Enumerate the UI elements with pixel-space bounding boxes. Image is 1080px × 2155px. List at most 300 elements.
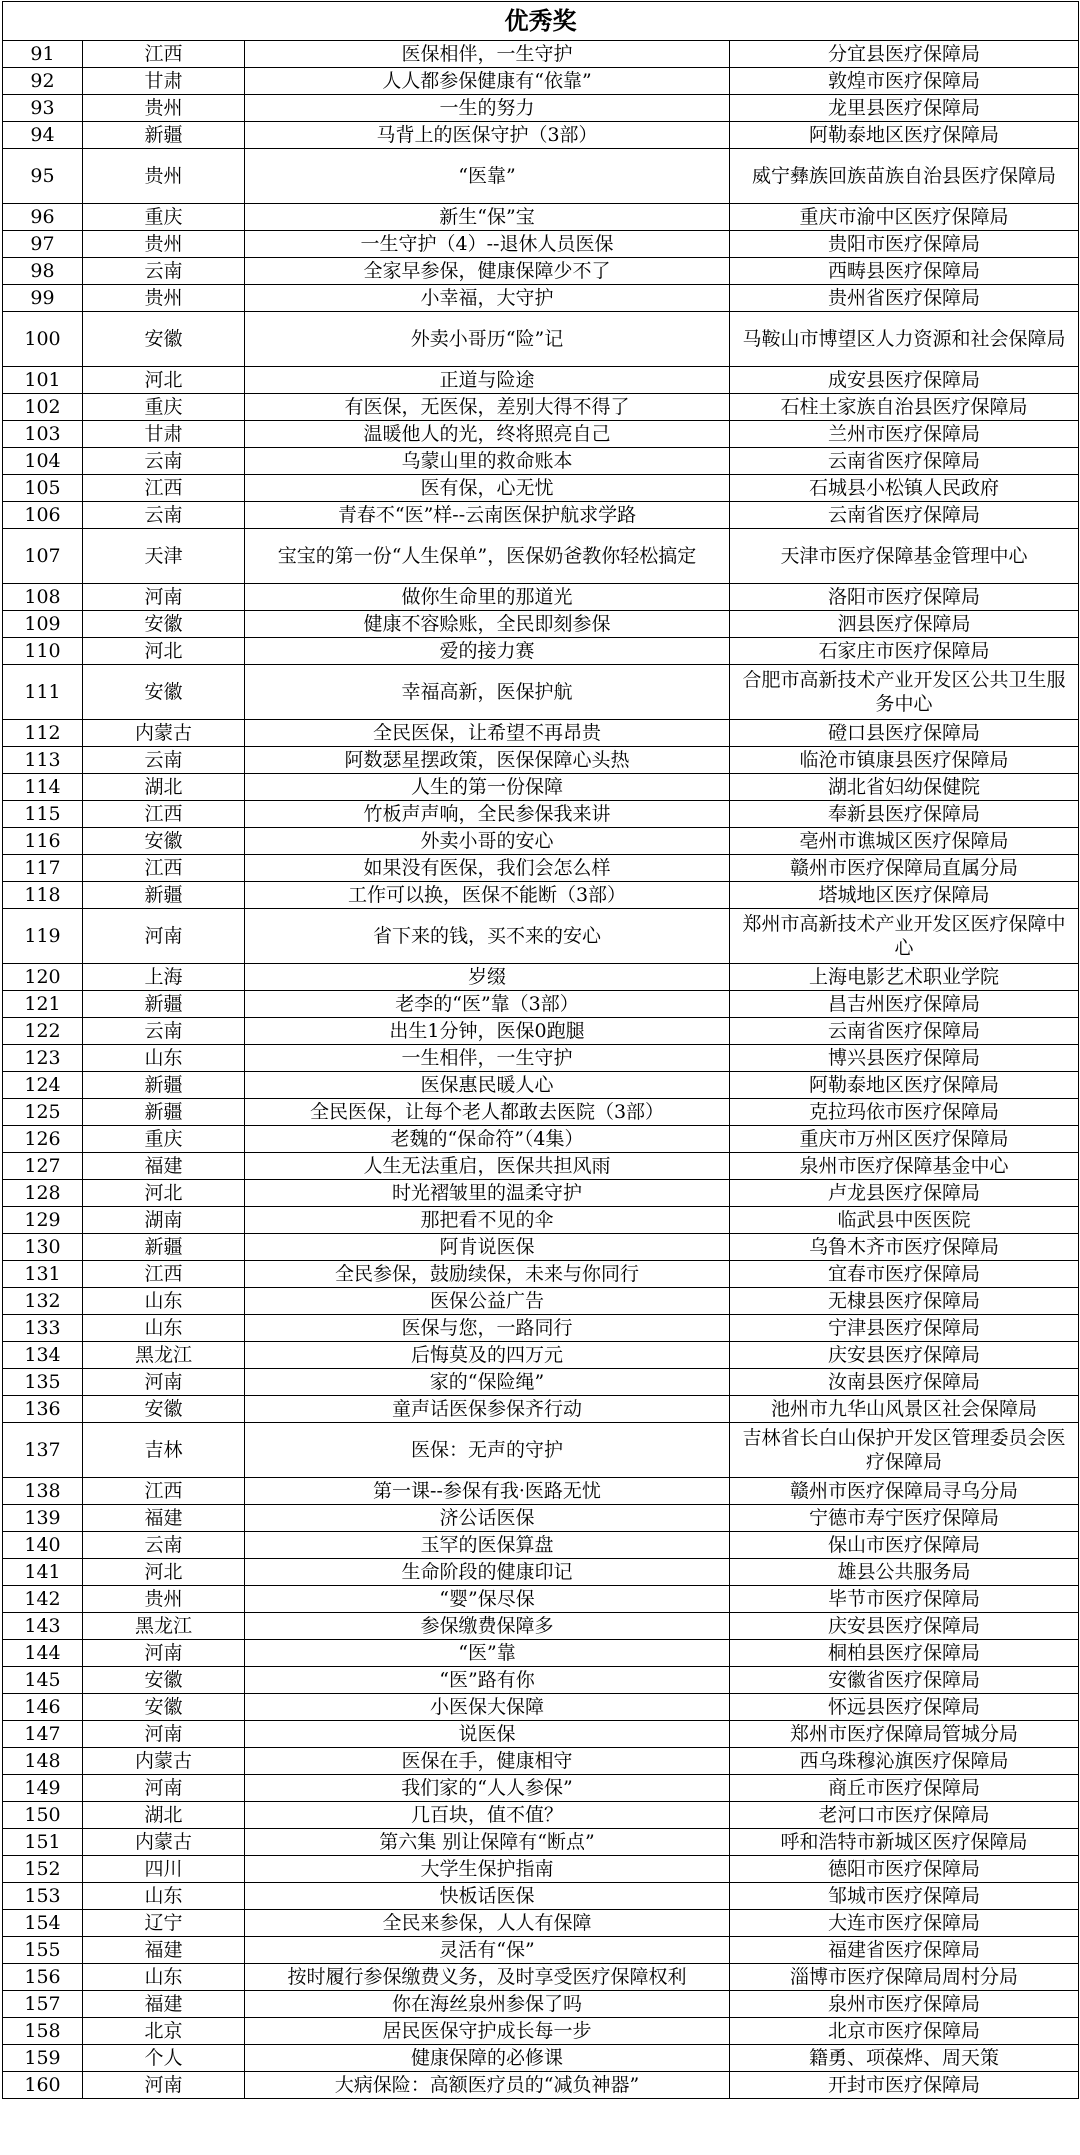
organization-cell: 克拉玛依市医疗保障局 xyxy=(730,1099,1079,1126)
province-cell: 贵州 xyxy=(83,285,245,312)
table-row xyxy=(3,1396,1079,1423)
table-row xyxy=(3,1910,1079,1937)
row-number-cell: 143 xyxy=(3,1613,83,1640)
organization-cell: 西乌珠穆沁旗医疗保障局 xyxy=(730,1748,1079,1775)
province-cell: 湖北 xyxy=(83,774,245,801)
row-number-cell: 131 xyxy=(3,1261,83,1288)
work-title-cell: 童声话医保参保齐行动 xyxy=(245,1396,730,1423)
row-number-cell: 129 xyxy=(3,1207,83,1234)
province-cell: 新疆 xyxy=(83,1234,245,1261)
organization-cell: 怀远县医疗保障局 xyxy=(730,1694,1079,1721)
table-row xyxy=(3,204,1079,231)
organization-cell: 临武县中医医院 xyxy=(730,1207,1079,1234)
row-number-cell: 99 xyxy=(3,285,83,312)
organization-cell: 兰州市医疗保障局 xyxy=(730,421,1079,448)
province-cell: 内蒙古 xyxy=(83,720,245,747)
province-cell: 黑龙江 xyxy=(83,1613,245,1640)
work-title-cell: 马背上的医保守护（3部） xyxy=(245,122,730,149)
organization-cell: 安徽省医疗保障局 xyxy=(730,1667,1079,1694)
organization-cell: 博兴县医疗保障局 xyxy=(730,1045,1079,1072)
work-title-cell: 青春不“医”样--云南医保护航求学路 xyxy=(245,502,730,529)
province-cell: 北京 xyxy=(83,2018,245,2045)
province-cell: 云南 xyxy=(83,1018,245,1045)
table-row xyxy=(3,774,1079,801)
table-row xyxy=(3,1613,1079,1640)
organization-cell: 贵阳市医疗保障局 xyxy=(730,231,1079,258)
organization-cell: 临沧市镇康县医疗保障局 xyxy=(730,747,1079,774)
organization-cell: 郑州市医疗保障局管城分局 xyxy=(730,1721,1079,1748)
organization-cell: 乌鲁木齐市医疗保障局 xyxy=(730,1234,1079,1261)
province-cell: 内蒙古 xyxy=(83,1748,245,1775)
row-number-cell: 159 xyxy=(3,2045,83,2072)
organization-cell: 西畴县医疗保障局 xyxy=(730,258,1079,285)
row-number-cell: 141 xyxy=(3,1559,83,1586)
organization-cell: 郑州市高新技术产业开发区医疗保障中心 xyxy=(730,909,1079,964)
table-row xyxy=(3,1072,1079,1099)
row-number-cell: 153 xyxy=(3,1883,83,1910)
province-cell: 重庆 xyxy=(83,1126,245,1153)
work-title-cell: 外卖小哥历“险”记 xyxy=(245,312,730,367)
work-title-cell: 正道与险途 xyxy=(245,367,730,394)
row-number-cell: 124 xyxy=(3,1072,83,1099)
work-title-cell: 温暖他人的光，终将照亮自己 xyxy=(245,421,730,448)
province-cell: 新疆 xyxy=(83,991,245,1018)
work-title-cell: 说医保 xyxy=(245,1721,730,1748)
table-row xyxy=(3,1478,1079,1505)
province-cell: 河北 xyxy=(83,1559,245,1586)
row-number-cell: 130 xyxy=(3,1234,83,1261)
table-row xyxy=(3,122,1079,149)
award-table xyxy=(2,1,1079,2099)
table-row xyxy=(3,1856,1079,1883)
organization-cell: 阿勒泰地区医疗保障局 xyxy=(730,122,1079,149)
work-title-cell: 老魏的“保命符”（4集） xyxy=(245,1126,730,1153)
row-number-cell: 105 xyxy=(3,475,83,502)
table-row xyxy=(3,1180,1079,1207)
province-cell: 山东 xyxy=(83,1045,245,1072)
table-row xyxy=(3,1261,1079,1288)
row-number-cell: 155 xyxy=(3,1937,83,1964)
organization-cell: 亳州市谯城区医疗保障局 xyxy=(730,828,1079,855)
province-cell: 江西 xyxy=(83,801,245,828)
province-cell: 河南 xyxy=(83,909,245,964)
row-number-cell: 146 xyxy=(3,1694,83,1721)
organization-cell: 庆安县医疗保障局 xyxy=(730,1342,1079,1369)
row-number-cell: 154 xyxy=(3,1910,83,1937)
organization-cell: 赣州市医疗保障局寻乌分局 xyxy=(730,1478,1079,1505)
province-cell: 福建 xyxy=(83,1153,245,1180)
organization-cell: 石城县小松镇人民政府 xyxy=(730,475,1079,502)
work-title-cell: 工作可以换，医保不能断（3部） xyxy=(245,882,730,909)
table-row xyxy=(3,1748,1079,1775)
row-number-cell: 101 xyxy=(3,367,83,394)
row-number-cell: 123 xyxy=(3,1045,83,1072)
province-cell: 山东 xyxy=(83,1964,245,1991)
table-row xyxy=(3,1505,1079,1532)
table-row xyxy=(3,665,1079,720)
work-title-cell: “医”靠 xyxy=(245,1640,730,1667)
province-cell: 四川 xyxy=(83,1856,245,1883)
work-title-cell: 做你生命里的那道光 xyxy=(245,584,730,611)
row-number-cell: 126 xyxy=(3,1126,83,1153)
organization-cell: 商丘市医疗保障局 xyxy=(730,1775,1079,1802)
organization-cell: 雄县公共服务局 xyxy=(730,1559,1079,1586)
table-row xyxy=(3,1964,1079,1991)
province-cell: 河北 xyxy=(83,367,245,394)
row-number-cell: 127 xyxy=(3,1153,83,1180)
row-number-cell: 119 xyxy=(3,909,83,964)
province-cell: 福建 xyxy=(83,1991,245,2018)
table-row xyxy=(3,285,1079,312)
province-cell: 江西 xyxy=(83,1478,245,1505)
row-number-cell: 104 xyxy=(3,448,83,475)
row-number-cell: 145 xyxy=(3,1667,83,1694)
province-cell: 新疆 xyxy=(83,1072,245,1099)
organization-cell: 庆安县医疗保障局 xyxy=(730,1613,1079,1640)
organization-cell: 老河口市医疗保障局 xyxy=(730,1802,1079,1829)
table-row xyxy=(3,2045,1079,2072)
work-title-cell: 时光褶皱里的温柔守护 xyxy=(245,1180,730,1207)
table-row xyxy=(3,1802,1079,1829)
table-row xyxy=(3,529,1079,584)
work-title-cell: 生命阶段的健康印记 xyxy=(245,1559,730,1586)
work-title-cell: 大学生保护指南 xyxy=(245,1856,730,1883)
work-title-cell: 小幸福，大守护 xyxy=(245,285,730,312)
table-row xyxy=(3,964,1079,991)
work-title-cell: 宝宝的第一份“人生保单”，医保奶爸教你轻松搞定 xyxy=(245,529,730,584)
work-title-cell: 健康保障的必修课 xyxy=(245,2045,730,2072)
table-row xyxy=(3,1640,1079,1667)
work-title-cell: 第六集 别让保障有“断点” xyxy=(245,1829,730,1856)
row-number-cell: 98 xyxy=(3,258,83,285)
row-number-cell: 93 xyxy=(3,95,83,122)
row-number-cell: 91 xyxy=(3,41,83,68)
table-row xyxy=(3,1099,1079,1126)
row-number-cell: 151 xyxy=(3,1829,83,1856)
province-cell: 辽宁 xyxy=(83,1910,245,1937)
organization-cell: 塔城地区医疗保障局 xyxy=(730,882,1079,909)
organization-cell: 马鞍山市博望区人力资源和社会保障局 xyxy=(730,312,1079,367)
row-number-cell: 97 xyxy=(3,231,83,258)
organization-cell: 云南省医疗保障局 xyxy=(730,448,1079,475)
work-title-cell: 全民医保，让希望不再昂贵 xyxy=(245,720,730,747)
row-number-cell: 148 xyxy=(3,1748,83,1775)
table-row xyxy=(3,502,1079,529)
table-row xyxy=(3,312,1079,367)
table-row xyxy=(3,1288,1079,1315)
table-row xyxy=(3,421,1079,448)
work-title-cell: 爱的接力赛 xyxy=(245,638,730,665)
table-row xyxy=(3,68,1079,95)
work-title-cell: 幸福高新，医保护航 xyxy=(245,665,730,720)
province-cell: 河南 xyxy=(83,1721,245,1748)
table-row xyxy=(3,1315,1079,1342)
province-cell: 河北 xyxy=(83,638,245,665)
row-number-cell: 135 xyxy=(3,1369,83,1396)
table-row xyxy=(3,909,1079,964)
work-title-cell: 快板话医保 xyxy=(245,1883,730,1910)
organization-cell: 籍勇、项葆烨、周天策 xyxy=(730,2045,1079,2072)
table-row xyxy=(3,258,1079,285)
province-cell: 天津 xyxy=(83,529,245,584)
province-cell: 贵州 xyxy=(83,149,245,204)
work-title-cell: 医保在手，健康相守 xyxy=(245,1748,730,1775)
row-number-cell: 102 xyxy=(3,394,83,421)
organization-cell: 石柱土家族自治县医疗保障局 xyxy=(730,394,1079,421)
organization-cell: 贵州省医疗保障局 xyxy=(730,285,1079,312)
table-row xyxy=(3,41,1079,68)
table-row xyxy=(3,855,1079,882)
table-row xyxy=(3,1721,1079,1748)
table-row xyxy=(3,1018,1079,1045)
row-number-cell: 109 xyxy=(3,611,83,638)
organization-cell: 宜春市医疗保障局 xyxy=(730,1261,1079,1288)
organization-cell: 桐柏县医疗保障局 xyxy=(730,1640,1079,1667)
row-number-cell: 113 xyxy=(3,747,83,774)
table-row xyxy=(3,149,1079,204)
row-number-cell: 133 xyxy=(3,1315,83,1342)
row-number-cell: 138 xyxy=(3,1478,83,1505)
organization-cell: 淄博市医疗保障局周村分局 xyxy=(730,1964,1079,1991)
row-number-cell: 92 xyxy=(3,68,83,95)
work-title-cell: 灵活有“保” xyxy=(245,1937,730,1964)
table-row xyxy=(3,747,1079,774)
organization-cell: 毕节市医疗保障局 xyxy=(730,1586,1079,1613)
table-row xyxy=(3,1559,1079,1586)
table-row xyxy=(3,828,1079,855)
province-cell: 山东 xyxy=(83,1883,245,1910)
work-title-cell: 健康不容赊账，全民即刻参保 xyxy=(245,611,730,638)
province-cell: 个人 xyxy=(83,2045,245,2072)
organization-cell: 阿勒泰地区医疗保障局 xyxy=(730,1072,1079,1099)
row-number-cell: 118 xyxy=(3,882,83,909)
work-title-cell: 那把看不见的伞 xyxy=(245,1207,730,1234)
organization-cell: 保山市医疗保障局 xyxy=(730,1532,1079,1559)
organization-cell: 泗县医疗保障局 xyxy=(730,611,1079,638)
work-title-cell: 一生相伴，一生守护 xyxy=(245,1045,730,1072)
table-row xyxy=(3,2018,1079,2045)
work-title-cell: 一生的努力 xyxy=(245,95,730,122)
table-row xyxy=(3,1937,1079,1964)
work-title-cell: 全家早参保，健康保障少不了 xyxy=(245,258,730,285)
row-number-cell: 132 xyxy=(3,1288,83,1315)
table-row xyxy=(3,1694,1079,1721)
organization-cell: 上海电影艺术职业学院 xyxy=(730,964,1079,991)
organization-cell: 分宜县医疗保障局 xyxy=(730,41,1079,68)
province-cell: 福建 xyxy=(83,1505,245,1532)
organization-cell: 云南省医疗保障局 xyxy=(730,1018,1079,1045)
table-row xyxy=(3,1423,1079,1478)
organization-cell: 泉州市医疗保障局 xyxy=(730,1991,1079,2018)
organization-cell: 福建省医疗保障局 xyxy=(730,1937,1079,1964)
table-row xyxy=(3,1234,1079,1261)
province-cell: 贵州 xyxy=(83,95,245,122)
province-cell: 河南 xyxy=(83,2072,245,2099)
province-cell: 安徽 xyxy=(83,1667,245,1694)
work-title-cell: 医保公益广告 xyxy=(245,1288,730,1315)
row-number-cell: 115 xyxy=(3,801,83,828)
row-number-cell: 112 xyxy=(3,720,83,747)
province-cell: 安徽 xyxy=(83,312,245,367)
table-row xyxy=(3,720,1079,747)
work-title-cell: 外卖小哥的安心 xyxy=(245,828,730,855)
work-title-cell: 竹板声声响，全民参保我来讲 xyxy=(245,801,730,828)
table-title: 优秀奖 xyxy=(3,2,1079,41)
province-cell: 贵州 xyxy=(83,1586,245,1613)
work-title-cell: “婴”保尽保 xyxy=(245,1586,730,1613)
organization-cell: 泉州市医疗保障基金中心 xyxy=(730,1153,1079,1180)
province-cell: 内蒙古 xyxy=(83,1829,245,1856)
work-title-cell: 出生1分钟，医保0跑腿 xyxy=(245,1018,730,1045)
table-row xyxy=(3,2072,1079,2099)
row-number-cell: 117 xyxy=(3,855,83,882)
province-cell: 安徽 xyxy=(83,611,245,638)
province-cell: 山东 xyxy=(83,1288,245,1315)
organization-cell: 无棣县医疗保障局 xyxy=(730,1288,1079,1315)
row-number-cell: 108 xyxy=(3,584,83,611)
work-title-cell: “医”路有你 xyxy=(245,1667,730,1694)
organization-cell: 磴口县医疗保障局 xyxy=(730,720,1079,747)
organization-cell: 威宁彝族回族苗族自治县医疗保障局 xyxy=(730,149,1079,204)
row-number-cell: 142 xyxy=(3,1586,83,1613)
province-cell: 河南 xyxy=(83,1775,245,1802)
table-row xyxy=(3,367,1079,394)
organization-cell: 开封市医疗保障局 xyxy=(730,2072,1079,2099)
row-number-cell: 103 xyxy=(3,421,83,448)
province-cell: 安徽 xyxy=(83,1694,245,1721)
province-cell: 河南 xyxy=(83,1640,245,1667)
province-cell: 湖南 xyxy=(83,1207,245,1234)
organization-cell: 大连市医疗保障局 xyxy=(730,1910,1079,1937)
organization-cell: 德阳市医疗保障局 xyxy=(730,1856,1079,1883)
work-title-cell: 玉罕的医保算盘 xyxy=(245,1532,730,1559)
organization-cell: 奉新县医疗保障局 xyxy=(730,801,1079,828)
table-row xyxy=(3,638,1079,665)
organization-cell: 吉林省长白山保护开发区管理委员会医疗保障局 xyxy=(730,1423,1079,1478)
row-number-cell: 110 xyxy=(3,638,83,665)
row-number-cell: 122 xyxy=(3,1018,83,1045)
table-row xyxy=(3,611,1079,638)
table-row xyxy=(3,475,1079,502)
row-number-cell: 120 xyxy=(3,964,83,991)
row-number-cell: 125 xyxy=(3,1099,83,1126)
province-cell: 新疆 xyxy=(83,122,245,149)
organization-cell: 池州市九华山风景区社会保障局 xyxy=(730,1396,1079,1423)
work-title-cell: 你在海丝泉州参保了吗 xyxy=(245,1991,730,2018)
organization-cell: 湖北省妇幼保健院 xyxy=(730,774,1079,801)
organization-cell: 赣州市医疗保障局直属分局 xyxy=(730,855,1079,882)
organization-cell: 昌吉州医疗保障局 xyxy=(730,991,1079,1018)
province-cell: 河南 xyxy=(83,1369,245,1396)
province-cell: 甘肃 xyxy=(83,421,245,448)
province-cell: 新疆 xyxy=(83,1099,245,1126)
table-row xyxy=(3,231,1079,258)
province-cell: 安徽 xyxy=(83,1396,245,1423)
organization-cell: 邹城市医疗保障局 xyxy=(730,1883,1079,1910)
province-cell: 黑龙江 xyxy=(83,1342,245,1369)
table-row xyxy=(3,1126,1079,1153)
work-title-cell: 阿肯说医保 xyxy=(245,1234,730,1261)
work-title-cell: 大病保险：高额医疗员的“减负神器” xyxy=(245,2072,730,2099)
work-title-cell: 省下来的钱，买不来的安心 xyxy=(245,909,730,964)
row-number-cell: 158 xyxy=(3,2018,83,2045)
work-title-cell: 后悔莫及的四万元 xyxy=(245,1342,730,1369)
table-row xyxy=(3,1991,1079,2018)
row-number-cell: 139 xyxy=(3,1505,83,1532)
organization-cell: 龙里县医疗保障局 xyxy=(730,95,1079,122)
row-number-cell: 116 xyxy=(3,828,83,855)
province-cell: 新疆 xyxy=(83,882,245,909)
work-title-cell: 医保相伴，一生守护 xyxy=(245,41,730,68)
row-number-cell: 107 xyxy=(3,529,83,584)
row-number-cell: 150 xyxy=(3,1802,83,1829)
table-row xyxy=(3,801,1079,828)
province-cell: 江西 xyxy=(83,41,245,68)
table-row xyxy=(3,1207,1079,1234)
organization-cell: 天津市医疗保障基金管理中心 xyxy=(730,529,1079,584)
row-number-cell: 152 xyxy=(3,1856,83,1883)
table-row xyxy=(3,1586,1079,1613)
province-cell: 甘肃 xyxy=(83,68,245,95)
work-title-cell: 人人都参保健康有“依靠” xyxy=(245,68,730,95)
row-number-cell: 96 xyxy=(3,204,83,231)
row-number-cell: 94 xyxy=(3,122,83,149)
province-cell: 安徽 xyxy=(83,828,245,855)
work-title-cell: 第一课--参保有我·医路无忧 xyxy=(245,1478,730,1505)
province-cell: 云南 xyxy=(83,502,245,529)
work-title-cell: 全民医保，让每个老人都敢去医院（3部） xyxy=(245,1099,730,1126)
row-number-cell: 147 xyxy=(3,1721,83,1748)
row-number-cell: 95 xyxy=(3,149,83,204)
province-cell: 湖北 xyxy=(83,1802,245,1829)
work-title-cell: 医保惠民暖人心 xyxy=(245,1072,730,1099)
table-row xyxy=(3,1667,1079,1694)
work-title-cell: 全民来参保，人人有保障 xyxy=(245,1910,730,1937)
work-title-cell: 人生的第一份保障 xyxy=(245,774,730,801)
row-number-cell: 128 xyxy=(3,1180,83,1207)
work-title-cell: 医保：无声的守护 xyxy=(245,1423,730,1478)
table-row xyxy=(3,1369,1079,1396)
work-title-cell: 小医保大保障 xyxy=(245,1694,730,1721)
organization-cell: 石家庄市医疗保障局 xyxy=(730,638,1079,665)
row-number-cell: 106 xyxy=(3,502,83,529)
work-title-cell: 家的“保险绳” xyxy=(245,1369,730,1396)
work-title-cell: 如果没有医保，我们会怎么样 xyxy=(245,855,730,882)
table-row xyxy=(3,1153,1079,1180)
table-row xyxy=(3,1045,1079,1072)
row-number-cell: 156 xyxy=(3,1964,83,1991)
row-number-cell: 111 xyxy=(3,665,83,720)
organization-cell: 云南省医疗保障局 xyxy=(730,502,1079,529)
table-row xyxy=(3,1342,1079,1369)
table-row xyxy=(3,95,1079,122)
organization-cell: 卢龙县医疗保障局 xyxy=(730,1180,1079,1207)
work-title-cell: 乌蒙山里的救命账本 xyxy=(245,448,730,475)
work-title-cell: 参保缴费保障多 xyxy=(245,1613,730,1640)
province-cell: 山东 xyxy=(83,1315,245,1342)
organization-cell: 合肥市高新技术产业开发区公共卫生服务中心 xyxy=(730,665,1079,720)
organization-cell: 汝南县医疗保障局 xyxy=(730,1369,1079,1396)
row-number-cell: 121 xyxy=(3,991,83,1018)
table-row xyxy=(3,584,1079,611)
organization-cell: 宁德市寿宁医疗保障局 xyxy=(730,1505,1079,1532)
work-title-cell: 阿数瑟星摆政策，医保保障心头热 xyxy=(245,747,730,774)
work-title-cell: “医靠” xyxy=(245,149,730,204)
row-number-cell: 144 xyxy=(3,1640,83,1667)
row-number-cell: 136 xyxy=(3,1396,83,1423)
work-title-cell: 有医保，无医保，差别大得不得了 xyxy=(245,394,730,421)
province-cell: 吉林 xyxy=(83,1423,245,1478)
